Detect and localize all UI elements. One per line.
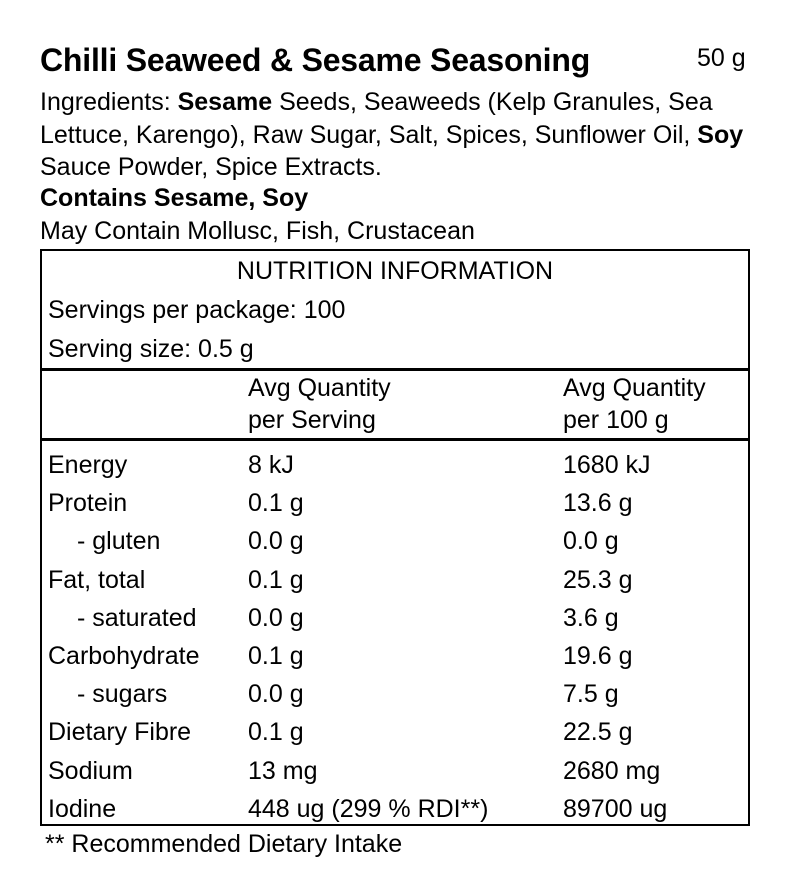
nutrient-per-100g: 13.6 g (563, 489, 633, 518)
nutrient-per-100g: 0.0 g (563, 527, 619, 556)
nutrient-row (42, 604, 748, 642)
nutrition-heading: NUTRITION INFORMATION (236, 257, 554, 285)
product-title: Chilli Seaweed & Sesame Seasoning (40, 42, 591, 78)
nutrient-row (42, 527, 748, 565)
nutrient-row (42, 795, 748, 833)
nutrient-name: - sugars (77, 680, 168, 709)
nutrient-name: Sodium (48, 756, 133, 785)
nutrient-per-serving: 13 mg (248, 756, 318, 785)
nutrient-row (42, 566, 748, 604)
nutrient-name: - gluten (77, 527, 161, 556)
ingredient-allergen: Sesame (177, 88, 273, 116)
footnote: ** Recommended Dietary Intake (45, 830, 403, 858)
divider (42, 438, 748, 441)
serving-size: Serving size: 0.5 g (48, 335, 254, 363)
divider (42, 368, 748, 371)
ingredient-allergen: Soy (697, 120, 744, 149)
nutrient-per-100g: 3.6 g (563, 603, 619, 632)
ingredients-label: Ingredients: (40, 88, 178, 116)
nutrient-name: Protein (48, 489, 128, 518)
nutrient-row (42, 489, 748, 527)
nutrient-per-serving: 0.0 g (248, 603, 304, 632)
nutrient-row (42, 718, 748, 756)
nutrient-per-100g: 1680 kJ (563, 451, 651, 479)
nutrient-name: Dietary Fibre (48, 718, 192, 747)
allergen-may-contain: May Contain Mollusc, Fish, Crustacean (40, 217, 475, 245)
nutrient-name: - saturated (77, 603, 197, 632)
nutrient-name: Carbohydrate (48, 642, 200, 670)
nutrient-per-serving: 8 kJ (248, 451, 294, 479)
nutrient-per-serving: 0.1 g (248, 718, 304, 747)
nutrient-row (42, 451, 748, 489)
col-header-line: Avg Quantity (563, 374, 706, 402)
net-weight: 50 g (697, 44, 746, 72)
nutrient-per-serving: 0.1 g (248, 489, 304, 518)
servings-per-package: Servings per package: 100 (48, 296, 346, 324)
nutrition-panel (40, 249, 750, 826)
nutrient-per-100g: 19.6 g (563, 642, 633, 670)
nutrient-per-100g: 25.3 g (563, 565, 633, 594)
nutrient-per-serving: 0.0 g (248, 527, 304, 556)
nutrient-per-serving: 0.1 g (248, 642, 304, 670)
nutrient-per-100g: 2680 mg (563, 756, 661, 785)
nutrient-per-serving: 448 ug (299 % RDI**) (248, 794, 489, 823)
nutrient-per-100g: 7.5 g (563, 680, 619, 709)
col-header-line: per Serving (248, 406, 376, 434)
nutrient-per-serving: 0.0 g (248, 680, 304, 709)
nutrient-row (42, 757, 748, 795)
col-header-per-serving (248, 372, 391, 436)
col-header-per-100g (563, 372, 706, 436)
nutrient-row (42, 680, 748, 718)
ingredients-statement (40, 86, 780, 184)
ingredient-text: Seeds, Seaweeds (Kelp Granules, Sea Lettuce, Karengo), Raw Sugar, Salt, Spices, Sunflower Oil, (40, 88, 713, 149)
allergen-contains: Contains Sesame, Soy (40, 184, 309, 212)
nutrient-per-100g: 89700 ug (563, 794, 668, 823)
ingredient-text: Sauce Powder, Spice Extracts. (40, 153, 382, 181)
col-header-line: per 100 g (563, 406, 669, 434)
nutrient-per-serving: 0.1 g (248, 565, 304, 594)
nutrient-row (42, 642, 748, 680)
nutrient-name: Fat, total (48, 565, 146, 594)
col-header-line: Avg Quantity (248, 374, 391, 402)
nutrient-name: Iodine (48, 794, 117, 823)
nutrient-per-100g: 22.5 g (563, 718, 633, 747)
nutrient-name: Energy (48, 451, 128, 479)
